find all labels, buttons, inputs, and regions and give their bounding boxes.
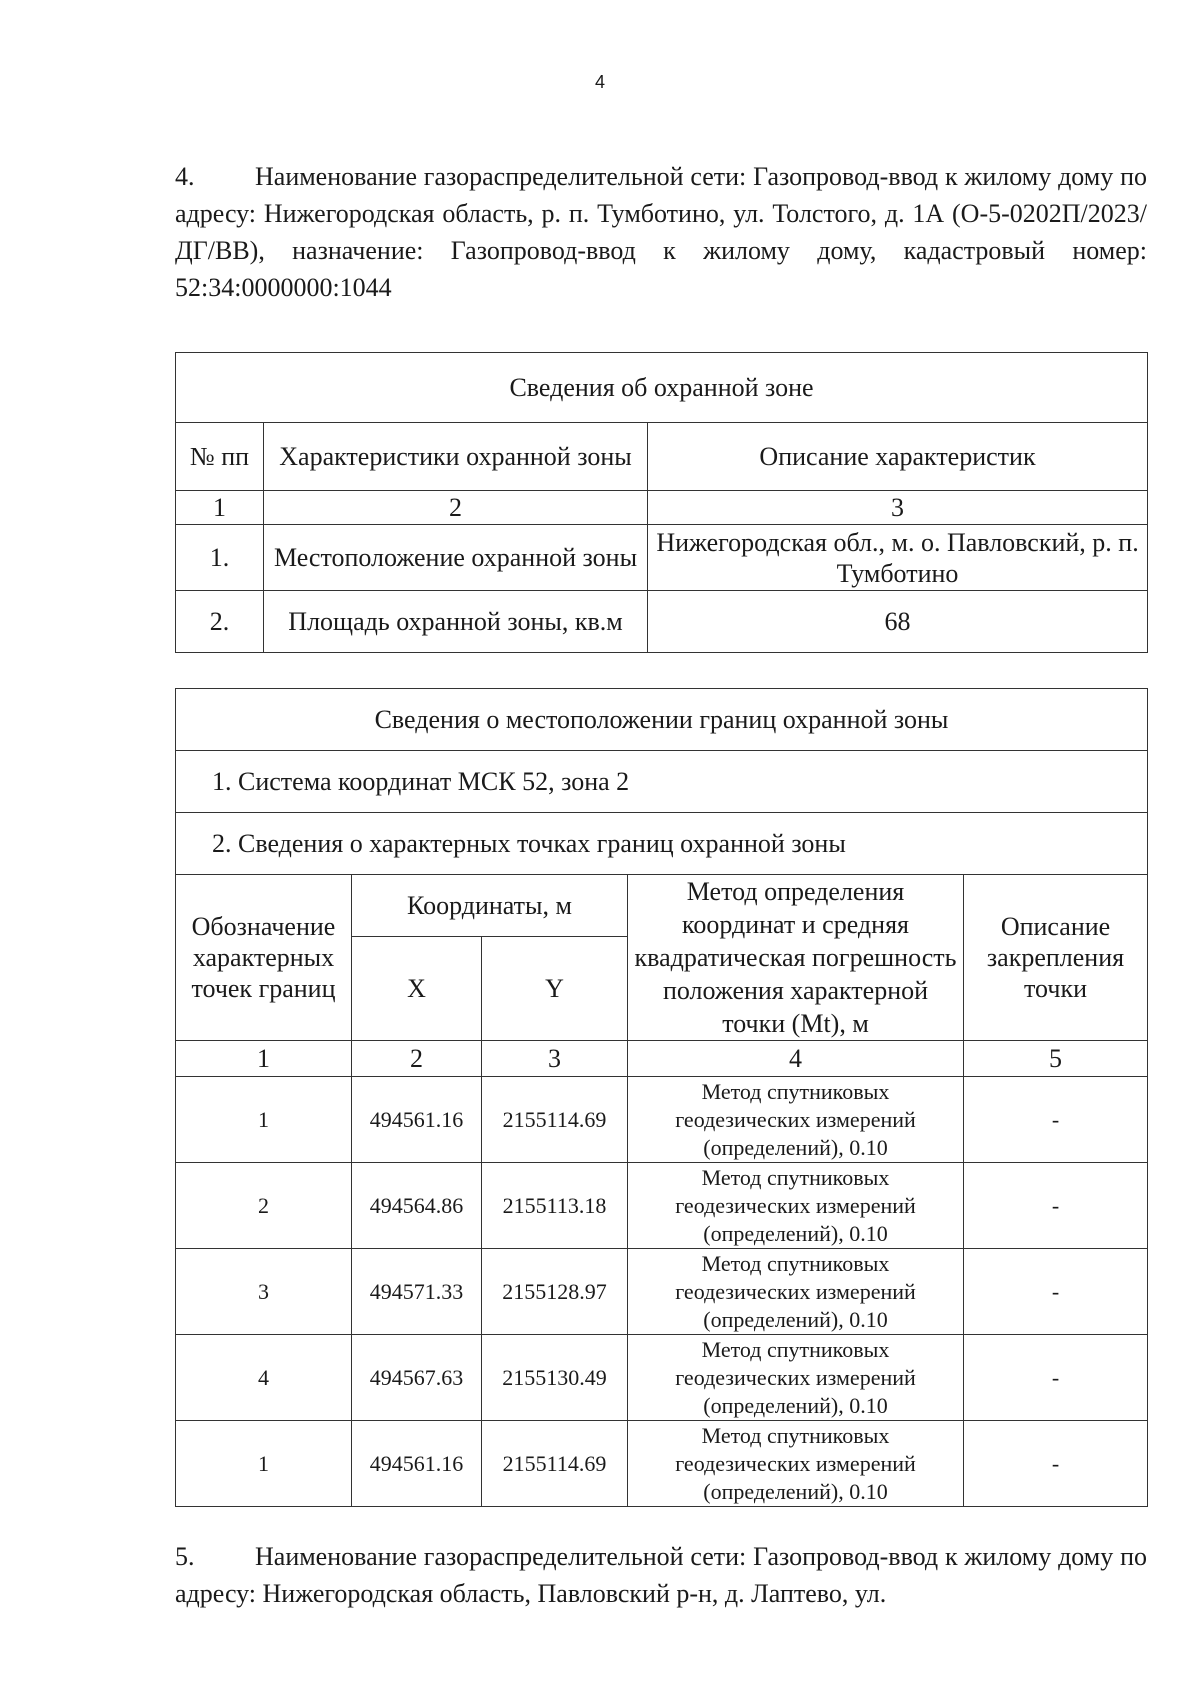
- protection-zone-table: [175, 352, 1148, 653]
- point-method: Метод спутниковых геодезических измерений (определений), 0.10: [628, 1077, 964, 1163]
- zone-row-number: 2.: [176, 591, 264, 653]
- section-4-number: 4.: [175, 162, 195, 191]
- point-fixing: -: [964, 1335, 1148, 1421]
- section-5-number: 5.: [175, 1542, 195, 1571]
- section-4-paragraph: [175, 158, 1147, 306]
- point-designation: 1: [176, 1421, 352, 1507]
- zone-index-cell: 3: [648, 491, 1148, 525]
- point-method: Метод спутниковых геодезических измерений (определений), 0.10: [628, 1249, 964, 1335]
- table-row: [176, 525, 1148, 591]
- zone-row-number: 1.: [176, 525, 264, 591]
- header-designation: Обозначение характерных точек границ: [176, 875, 352, 1041]
- point-designation: 1: [176, 1077, 352, 1163]
- table-row: [176, 591, 1148, 653]
- bounds-index-cell: 4: [628, 1041, 964, 1077]
- bounds-index-cell: 5: [964, 1041, 1148, 1077]
- point-method: Метод спутниковых геодезических измерений (определений), 0.10: [628, 1421, 964, 1507]
- table-row: [176, 1421, 1148, 1507]
- page-number: 4: [594, 72, 605, 92]
- table-row: [176, 1335, 1148, 1421]
- zone-index-cell: 2: [264, 491, 648, 525]
- points-title: 2. Сведения о характерных точках границ охранной зоны: [176, 813, 1148, 875]
- zone-table-title: Сведения об охранной зоне: [176, 353, 1148, 423]
- point-x: 494571.33: [352, 1249, 482, 1335]
- zone-header-description: Описание характеристик: [648, 423, 1148, 491]
- point-fixing: -: [964, 1249, 1148, 1335]
- point-x: 494561.16: [352, 1421, 482, 1507]
- section-5-text: Наименование газораспределительной сети: Газопровод-ввод к жилому дому по адресу: Нижегородская область, Павловский р-н, д. Лаптево, ул.: [175, 1542, 1147, 1608]
- point-fixing: -: [964, 1163, 1148, 1249]
- point-y: 2155114.69: [482, 1077, 628, 1163]
- zone-boundaries-table: [175, 688, 1148, 1507]
- zone-header-characteristics: Характеристики охранной зоны: [264, 423, 648, 491]
- point-y: 2155114.69: [482, 1421, 628, 1507]
- point-x: 494564.86: [352, 1163, 482, 1249]
- table-row: [176, 1163, 1148, 1249]
- header-fixing: Описание закрепления точки: [964, 875, 1148, 1041]
- header-y: Y: [482, 937, 628, 1041]
- section-4-text: Наименование газораспределительной сети: Газопровод-ввод к жилому дому по адресу: Нижегородская область, р. п. Тумботино, ул. Толстого, д. 1А (О-5-0202П/2023/ДГ/ВВ), назначение: Газопровод-ввод к жилому дому, кадастровый номер: 52:34:0000000:1044: [175, 162, 1147, 302]
- section-5-paragraph: [175, 1538, 1147, 1612]
- point-designation: 2: [176, 1163, 352, 1249]
- point-method: Метод спутниковых геодезических измерений (определений), 0.10: [628, 1163, 964, 1249]
- zone-row-characteristic: Местоположение охранной зоны: [264, 525, 648, 591]
- zone-row-value: Нижегородская обл., м. о. Павловский, р. п. Тумботино: [648, 525, 1148, 591]
- table-row: [176, 1077, 1148, 1163]
- point-y: 2155113.18: [482, 1163, 628, 1249]
- point-x: 494567.63: [352, 1335, 482, 1421]
- point-designation: 3: [176, 1249, 352, 1335]
- point-method: Метод спутниковых геодезических измерений (определений), 0.10: [628, 1335, 964, 1421]
- point-y: 2155130.49: [482, 1335, 628, 1421]
- header-method: Метод определения координат и средняя квадратическая погрешность положения характерной точки (Mt), м: [628, 875, 964, 1041]
- point-y: 2155128.97: [482, 1249, 628, 1335]
- point-fixing: -: [964, 1077, 1148, 1163]
- header-coordinates: Координаты, м: [352, 875, 628, 937]
- bounds-index-cell: 1: [176, 1041, 352, 1077]
- bounds-index-cell: 2: [352, 1041, 482, 1077]
- zone-header-number: № пп: [176, 423, 264, 491]
- bounds-index-cell: 3: [482, 1041, 628, 1077]
- point-x: 494561.16: [352, 1077, 482, 1163]
- table-row: [176, 1249, 1148, 1335]
- zone-row-characteristic: Площадь охранной зоны, кв.м: [264, 591, 648, 653]
- point-designation: 4: [176, 1335, 352, 1421]
- zone-index-cell: 1: [176, 491, 264, 525]
- point-fixing: -: [964, 1421, 1148, 1507]
- header-x: X: [352, 937, 482, 1041]
- coordinate-system: 1. Система координат МСК 52, зона 2: [176, 751, 1148, 813]
- bounds-table-title: Сведения о местоположении границ охранной зоны: [176, 689, 1148, 751]
- zone-row-value: 68: [648, 591, 1148, 653]
